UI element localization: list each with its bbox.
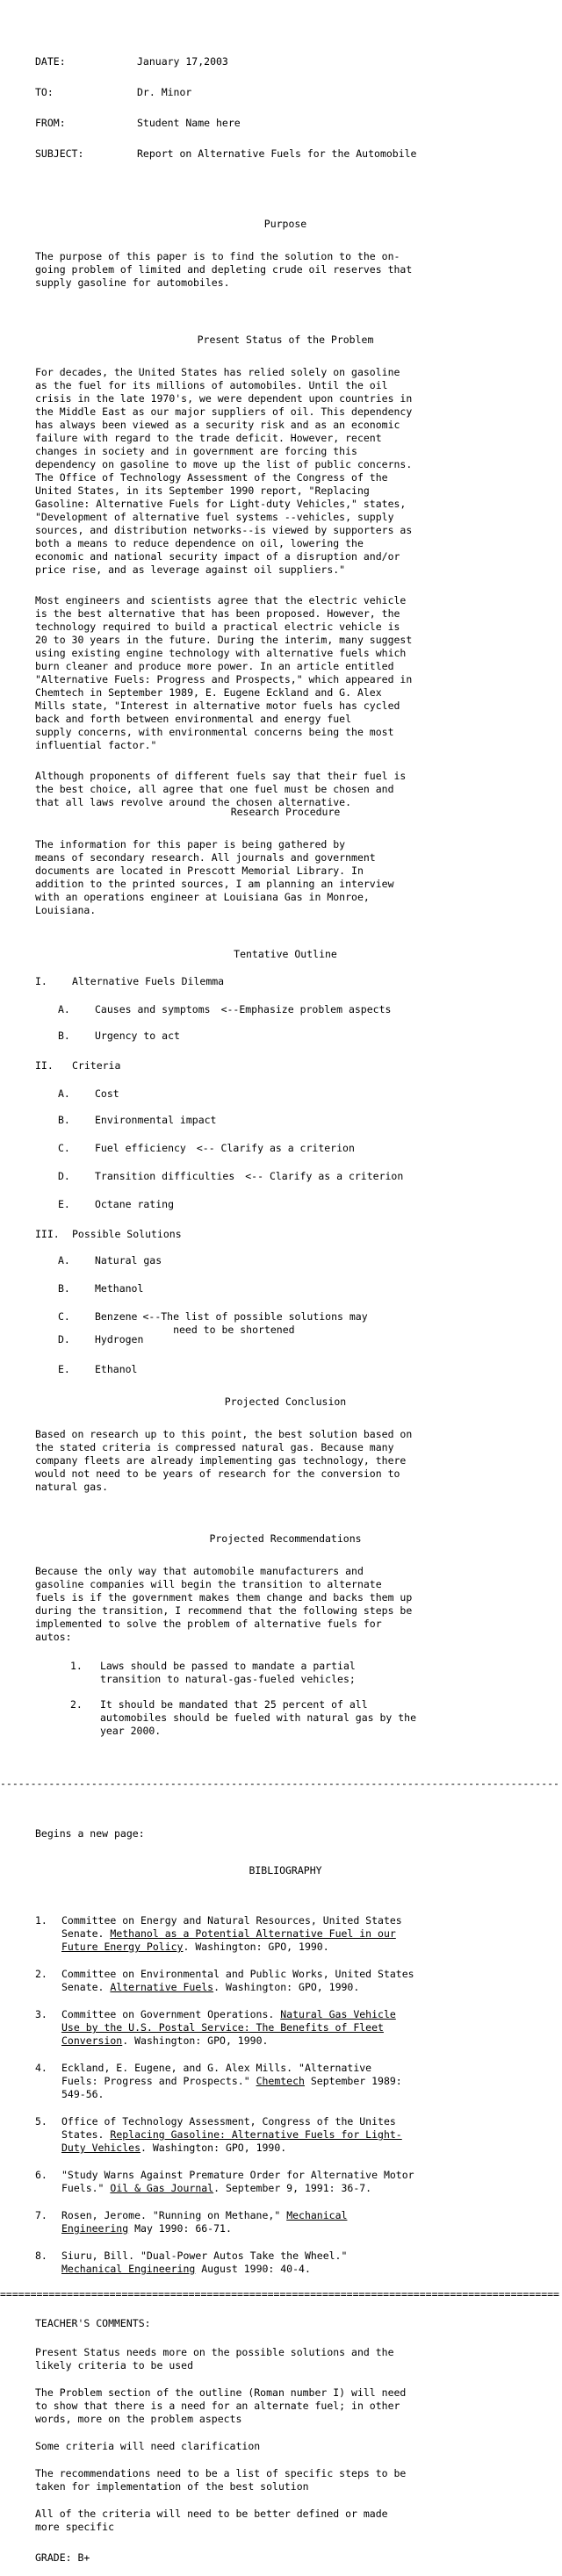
outline-item: [35, 1087, 536, 1114]
research-section: [35, 806, 536, 929]
outline-number: D.: [58, 1170, 70, 1182]
bibliography-entry: [35, 2209, 536, 2235]
recommendations-section: [35, 1532, 536, 1750]
bibliography-run: August 1990: 40-4.: [195, 2263, 311, 2275]
outline-item: [35, 1003, 536, 1030]
comment-item: The Problem section of the outline (Roman number I) will need to show that there is a need for an alternate fuel; in other words, more on the problem aspects: [35, 2386, 407, 2425]
bibliography-title: Oil & Gas Journal: [110, 2182, 214, 2194]
bibliography-run: Rosen, Jerome. "Running on Methane,": [61, 2209, 287, 2221]
memo-value: Report on Alternative Fuels for the Automobile: [137, 147, 417, 160]
bibliography-run: "Study Warns Against Premature Order for Alternative Motor Fuels.": [61, 2169, 414, 2194]
outline-number: III.: [35, 1228, 60, 1240]
memo-value: Dr. Minor: [137, 86, 192, 98]
outline-text: Octane rating: [95, 1198, 175, 1210]
bibliography-entry: [35, 2169, 536, 2195]
bibliography-run: . Washington: GPO, 1990.: [213, 1981, 360, 1993]
outline-text: Possible Solutions: [72, 1228, 182, 1240]
bibliography-text: [61, 2209, 347, 2235]
paragraph: Because the only way that automobile manufacturers and gasoline companies will begin the transition to alternate fuels is if the government makes them change and backs them up during the transition, I recommend that the following steps be implemented to solve the problem of alternative fuels for autos:: [35, 1565, 413, 1643]
outline-text: Fuel efficiency: [95, 1142, 186, 1154]
recommendation-item: [70, 1660, 536, 1686]
present-status-section: [35, 334, 536, 821]
bibliography-title: Mechanical Engineering: [61, 2209, 348, 2235]
comment-item: Some criteria will need clarification: [35, 2440, 261, 2452]
outline-item: [35, 1310, 536, 1336]
outline-text: Benzene: [95, 1310, 138, 1323]
memo-row-from: [35, 117, 536, 147]
memo-label: DATE:: [35, 55, 66, 68]
bibliography-run: Committee on Government Operations.: [61, 2008, 281, 2020]
paragraph: Although proponents of different fuels say that their fuel is the best choice, all agree that one fuel must be chosen and that all laws revolve around the chosen alternative.: [35, 770, 407, 808]
bibliography-text: [61, 1914, 402, 1954]
outline-item: [35, 1198, 536, 1228]
memo-row-subject: [35, 147, 536, 178]
bibliography-run: May 1990: 66-71.: [128, 2222, 232, 2235]
outline-text: Urgency to act: [95, 1030, 180, 1042]
outline-note: <--The list of possible solutions may need to be shortened: [142, 1310, 368, 1336]
bibliography-run: Committee on Energy and Natural Resources, United States Senate.: [61, 1914, 402, 1940]
bibliography-run: Eckland, E. Eugene, and G. Alex Mills. "Alternative Fuels: Progress and Prospects.": [61, 2062, 372, 2087]
comment-item: All of the criteria will need to be better defined or made more specific: [35, 2508, 388, 2533]
outline-text: Natural gas: [95, 1254, 162, 1266]
bibliography-title: Natural Gas Vehicle Use by the U.S. Postal Service: The Benefits of Fleet Conversion: [61, 2008, 396, 2047]
outline-number: B.: [58, 1282, 70, 1295]
bibliography-number: 5.: [35, 2115, 47, 2128]
paragraph: For decades, the United States has relied solely on gasoline as the fuel for its millions of automobiles. Until the oil crisis in the late 1970's, we were dependent upon countries in the Middle East as our major suppliers of oil. This dependency has always been viewed as a security risk and as an economic failure with regard to the trade deficit. However, recent changes in society and in government are forcing this dependency on gasoline to move up the list of public concerns. The Office of Technology Assessment of the Congress of the United States, in its September 1990 report, "Replacing Gasoline: Alternative Fuels for Light-duty Vehicles," states, "Development of alternative fuel systems --vehicles, supply sources, and distribution networks--is viewed by supporters as both a means to reduce dependence on oil, lowering the economic and national security impact of a disruption and/or price rise, and as leverage against oil suppliers.": [35, 366, 413, 576]
outline-number: C.: [58, 1310, 70, 1323]
bibliography-text: [61, 2062, 402, 2101]
outline-item: [35, 1114, 536, 1142]
memo-label: SUBJECT:: [35, 147, 84, 160]
bibliography-entry: [35, 2115, 536, 2155]
paragraph: Based on research up to this point, the best solution based on the stated criteria is compressed natural gas. Because many company fleets are already implementing gas technology, there would not need to be years of research for the conversion to natural gas.: [35, 1428, 413, 1493]
recommendation-text: It should be mandated that 25 percent of all automobiles should be fueled with natural gas by the year 2000.: [100, 1698, 417, 1737]
recommendation-item: [70, 1698, 536, 1738]
outline-text: Environmental impact: [95, 1114, 217, 1126]
paragraph: The purpose of this paper is to find the solution to the on- going problem of limited and depleting crude oil reserves that supply gasoline for automobiles.: [35, 250, 413, 289]
outline-text: Hydrogen: [95, 1333, 144, 1345]
memo-row-date: [35, 55, 536, 86]
outline-number: C.: [58, 1142, 70, 1154]
outline-item: [35, 975, 536, 1003]
outline-text: Cost: [95, 1087, 119, 1100]
bibliography-title: Alternative Fuels: [110, 1981, 214, 1993]
outline-note: <-- Clarify as a criterion: [196, 1142, 355, 1154]
bibliography-run: . Washington: GPO, 1990.: [183, 1941, 329, 1953]
recommendation-text: Laws should be passed to mandate a partial transition to natural-gas-fueled vehicles;: [100, 1660, 356, 1685]
section-heading: Research Procedure: [230, 806, 341, 818]
bibliography-section: [35, 1864, 536, 2290]
bibliography-number: 8.: [35, 2250, 47, 2262]
outline-note: <-- Clarify as a criterion: [245, 1170, 404, 1182]
outline-item: [35, 1142, 536, 1170]
bibliography-text: [61, 1968, 414, 1994]
bibliography-run: September 1989: 549-56.: [61, 2075, 402, 2100]
section-heading: Tentative Outline: [234, 948, 337, 960]
bibliography-entry: [35, 2062, 536, 2101]
outline-number: E.: [58, 1363, 70, 1375]
bibliography-number: 4.: [35, 2062, 47, 2074]
outline-number: B.: [58, 1114, 70, 1126]
outline-text: Criteria: [72, 1059, 121, 1072]
double-divider: ============================================================================================: [0, 2288, 559, 2300]
outline-note: <--Emphasize problem aspects: [220, 1003, 392, 1015]
outline-item: [35, 1170, 536, 1198]
bibliography-title: Chemtech: [256, 2075, 305, 2087]
new-page-note: Begins a new page:: [35, 1827, 145, 1840]
outline-number: B.: [58, 1030, 70, 1042]
bibliography-text: [61, 2008, 396, 2048]
memo-header: [35, 55, 536, 178]
outline-number: II.: [35, 1059, 54, 1072]
outline-number: D.: [58, 1333, 70, 1345]
bibliography-entry: [35, 1968, 536, 1994]
bibliography-run: Office of Technology Assessment, Congress of the Unites States.: [61, 2115, 396, 2141]
outline-item: [35, 1030, 536, 1059]
outline-list: [35, 975, 536, 1389]
bibliography-heading: BIBLIOGRAPHY: [249, 1864, 322, 1876]
bibliography-number: 1.: [35, 1914, 47, 1927]
outline-text: Ethanol: [95, 1363, 138, 1375]
outline-item: [35, 1228, 536, 1254]
bibliography-run: . September 9, 1991: 36-7.: [213, 2182, 372, 2194]
bibliography-entry: [35, 2008, 536, 2048]
bibliography-title: Methanol as a Potential Alternative Fuel in our Future Energy Policy: [61, 1927, 396, 1953]
bibliography-text: [61, 2115, 402, 2155]
section-heading: Projected Recommendations: [209, 1532, 362, 1545]
purpose-section: [35, 218, 536, 301]
section-heading: Purpose: [263, 218, 307, 230]
comment-item: Present Status needs more on the possible solutions and the likely criteria to be used: [35, 2346, 394, 2371]
outline-item: [35, 1254, 536, 1282]
outline-text: Causes and symptoms: [95, 1003, 211, 1015]
recommendation-number: 2.: [70, 1698, 83, 1711]
outline-number: A.: [58, 1254, 70, 1266]
teacher-comments-section: [35, 2317, 536, 2576]
outline-number: E.: [58, 1198, 70, 1210]
comments-heading: TEACHER'S COMMENTS:: [35, 2317, 151, 2329]
bibliography-entry: [35, 1914, 536, 1954]
bibliography-title: Mechanical Engineering: [61, 2263, 196, 2275]
paragraph: Most engineers and scientists agree that the electric vehicle is the best alternative that has been proposed. However, the technology required to build a practical electric vehicle is 20 to 30 years in the future. During the interim, many suggest using existing engine technology with alternative fuels which burn cleaner and produce more power. In an article entitled "Alternative Fuels: Progress and Prospects," which appeared in Chemtech in September 1989, E. Eugene Eckland and G. Alex Mills state, "Interest in alternative motor fuels has cycled back and forth between environmental and energy fuel supply concerns, with environmental concerns being the most influential factor.": [35, 594, 413, 751]
memo-row-to: [35, 86, 536, 117]
dashed-divider: --------------------------------------------------------------------------------------------: [0, 1777, 559, 1790]
bibliography-number: 7.: [35, 2209, 47, 2221]
bibliography-run: Committee on Environmental and Public Works, United States Senate.: [61, 1968, 414, 1993]
bibliography-run: Siuru, Bill. "Dual-Power Autos Take the Wheel.": [61, 2250, 348, 2262]
section-heading: Present Status of the Problem: [197, 334, 374, 346]
outline-text: Transition difficulties: [95, 1170, 235, 1182]
bibliography-number: 6.: [35, 2169, 47, 2181]
bibliography-run: . Washington: GPO, 1990.: [122, 2034, 269, 2047]
bibliography-text: [61, 2169, 414, 2195]
outline-text: Methanol: [95, 1282, 144, 1295]
bibliography-number: 2.: [35, 1968, 47, 1980]
memo-value: Student Name here: [137, 117, 241, 129]
bibliography-list: [35, 1914, 536, 2276]
grade: GRADE: B+: [35, 2551, 90, 2564]
recommendation-number: 1.: [70, 1660, 83, 1672]
outline-item: [35, 1059, 536, 1087]
outline-item: [35, 1333, 536, 1363]
bibliography-entry: [35, 2250, 536, 2276]
conclusion-section: [35, 1396, 536, 1505]
bibliography-title: Replacing Gasoline: Alternative Fuels for Light- Duty Vehicles: [61, 2128, 402, 2154]
outline-number: A.: [58, 1003, 70, 1015]
paragraph: The information for this paper is being gathered by means of secondary research. All journals and government documents are located in Prescott Memorial Library. In addition to the printed sources, I am planning an interview with an operations engineer at Louisiana Gas in Monroe, Louisiana.: [35, 838, 394, 916]
outline-number: I.: [35, 975, 47, 987]
memo-label: TO:: [35, 86, 54, 98]
memo-value: January 17,2003: [137, 55, 228, 68]
bibliography-number: 3.: [35, 2008, 47, 2020]
bibliography-text: [61, 2250, 347, 2276]
outline-section: [35, 948, 536, 1389]
outline-text: Alternative Fuels Dilemma: [72, 975, 225, 987]
outline-item: [35, 1363, 536, 1389]
section-heading: Projected Conclusion: [224, 1396, 347, 1408]
outline-item: [35, 1282, 536, 1310]
memo-label: FROM:: [35, 117, 66, 129]
outline-number: A.: [58, 1087, 70, 1100]
bibliography-run: . Washington: GPO, 1990.: [140, 2142, 287, 2154]
comment-item: The recommendations need to be a list of specific steps to be taken for implementation of the best solution: [35, 2467, 407, 2493]
